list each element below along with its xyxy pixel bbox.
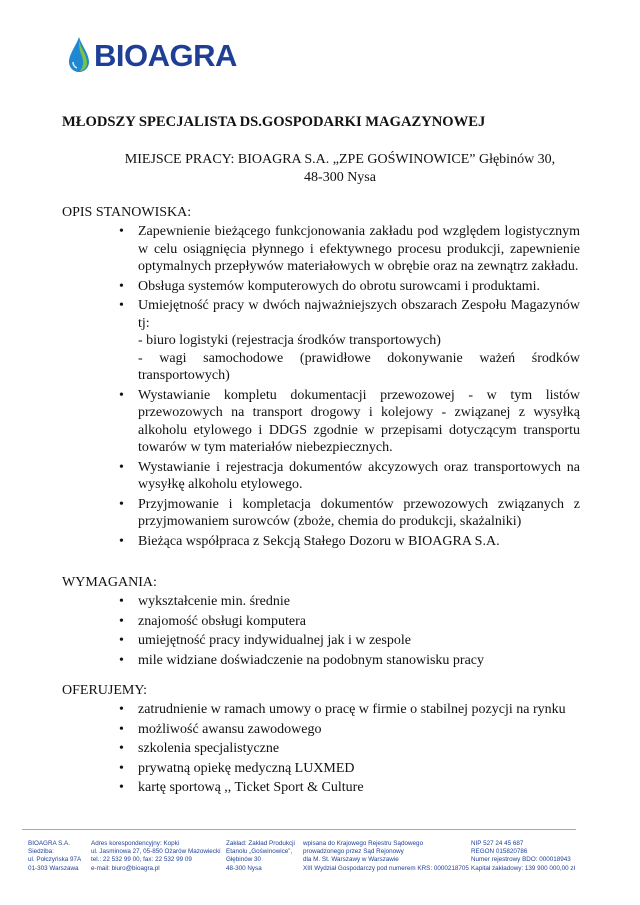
offer-list	[62, 701, 580, 799]
logo-wordmark: BIOAGRA	[94, 37, 237, 73]
footer-registry: wpisana do Krajowego Rejestru Sądowego prowadzonego przez Sąd Rejonowy dla M. St. Warszawy w Warszawie XIII Wydział Gospodarczy pod numerem KRS: 0000218705	[303, 840, 469, 872]
company-logo	[68, 36, 237, 74]
footer-company: BIOAGRA S.A. Siedziba: ul. Połczyńska 97A 01-303 Warszawa	[28, 840, 82, 872]
workplace-address-line2: 48-300 Nysa	[304, 170, 376, 185]
list-item: • Wystawianie i rejestracja dokumentów akcyzowych oraz transportowych na wysyłkę alkoholu etylowego.	[62, 459, 580, 494]
list-item: • prywatną opiekę medyczną LUXMED	[62, 760, 580, 778]
list-item: • Umiejętność pracy w dwóch najważniejszych obszarach Zespołu Magazynów tj: - biuro logistyki (rejestracja środków transportowych) - wagi samochodowe (prawidłowe dokonywanie ważeń środków transportowych)	[62, 297, 580, 385]
list-item: • Zapewnienie bieżącego funkcjonowania zakładu pod względem logistycznym w celu osiągnięcia płynnego i efektywnego procesu produkcji, zapewnienie optymalnych przepływów materiałowych w obrębie oraz na zewnątrz zakładu.	[62, 223, 580, 276]
list-item: • Wystawianie kompletu dokumentacji przewozowej - w tym listów przewozowych na transport drogowy i kolejowy - związanej z wysyłką alkoholu etylowego i DDGS zgodnie w przepisami dotyczącym transportu towarów w tym materiałów niebezpiecznych.	[62, 387, 580, 457]
list-item: • Obsługa systemów komputerowych do obrotu surowcami i produktami.	[62, 278, 580, 296]
job-title: MŁODSZY SPECJALISTA DS.GOSPODARKI MAGAZYNOWEJ	[62, 114, 486, 130]
footer-tax-ids: NIP 527 24 45 687 REGON 015820786 Numer rejestrowy BDO: 000018943 Kapitał zakładowy: 139 900 000,00 zł	[471, 840, 575, 872]
list-item: • znajomość obsługi komputera	[62, 613, 580, 631]
requirements-list	[62, 593, 580, 671]
list-item: • kartę sportową ,, Ticket Sport & Culture	[62, 779, 580, 797]
offer-heading: OFERUJEMY:	[62, 683, 148, 698]
water-drop-icon	[68, 36, 90, 74]
list-item: • umiejętność pracy indywidualnej jak i w zespole	[62, 632, 580, 650]
list-item: • wykształcenie min. średnie	[62, 593, 580, 611]
list-item: • możliwość awansu zawodowego	[62, 721, 580, 739]
footer-plant: Zakład: Zakład Produkcji Etanolu „Goświnowice”, Głębinów 30 48-300 Nysa	[226, 840, 295, 872]
footer-divider	[22, 829, 576, 830]
footer-correspondence: Adres korespondencyjny: Kopki ul. Jasminowa 27, 05-850 Ożarów Mazowiecki tel.: 22 532 99 00, fax: 22 532 99 09 e-mail: biuro@bioagra.pl	[91, 840, 221, 872]
footer-email-link[interactable]: e-mail: biuro@bioagra.pl	[91, 864, 160, 872]
sub-item: - wagi samochodowe (prawidłowe dokonywanie ważeń środków transportowych)	[138, 350, 580, 383]
list-item: • mile widziane doświadczenie na podobnym stanowisku pracy	[62, 652, 580, 670]
list-item: • Bieżąca współpraca z Sekcją Stałego Dozoru w BIOAGRA S.A.	[62, 533, 580, 551]
list-item: • Przyjmowanie i kompletacja dokumentów przewozowych związanych z przyjmowaniem surowców (zboże, chemia do produkcji, skażalniki)	[62, 496, 580, 531]
workplace	[62, 151, 618, 187]
description-heading: OPIS STANOWISKA:	[62, 205, 192, 220]
description-list	[62, 223, 580, 552]
list-item: • szkolenia specjalistyczne	[62, 740, 580, 758]
list-item: • zatrudnienie w ramach umowy o pracę w firmie o stabilnej pozycji na rynku	[62, 701, 580, 719]
requirements-heading: WYMAGANIA:	[62, 575, 157, 590]
sub-item: - biuro logistyki (rejestracja środków transportowych)	[138, 333, 441, 348]
workplace-address-line1: BIOAGRA S.A. „ZPE GOŚWINOWICE” Głębinów 30,	[237, 152, 556, 167]
workplace-label: MIEJSCE PRACY:	[124, 152, 235, 167]
